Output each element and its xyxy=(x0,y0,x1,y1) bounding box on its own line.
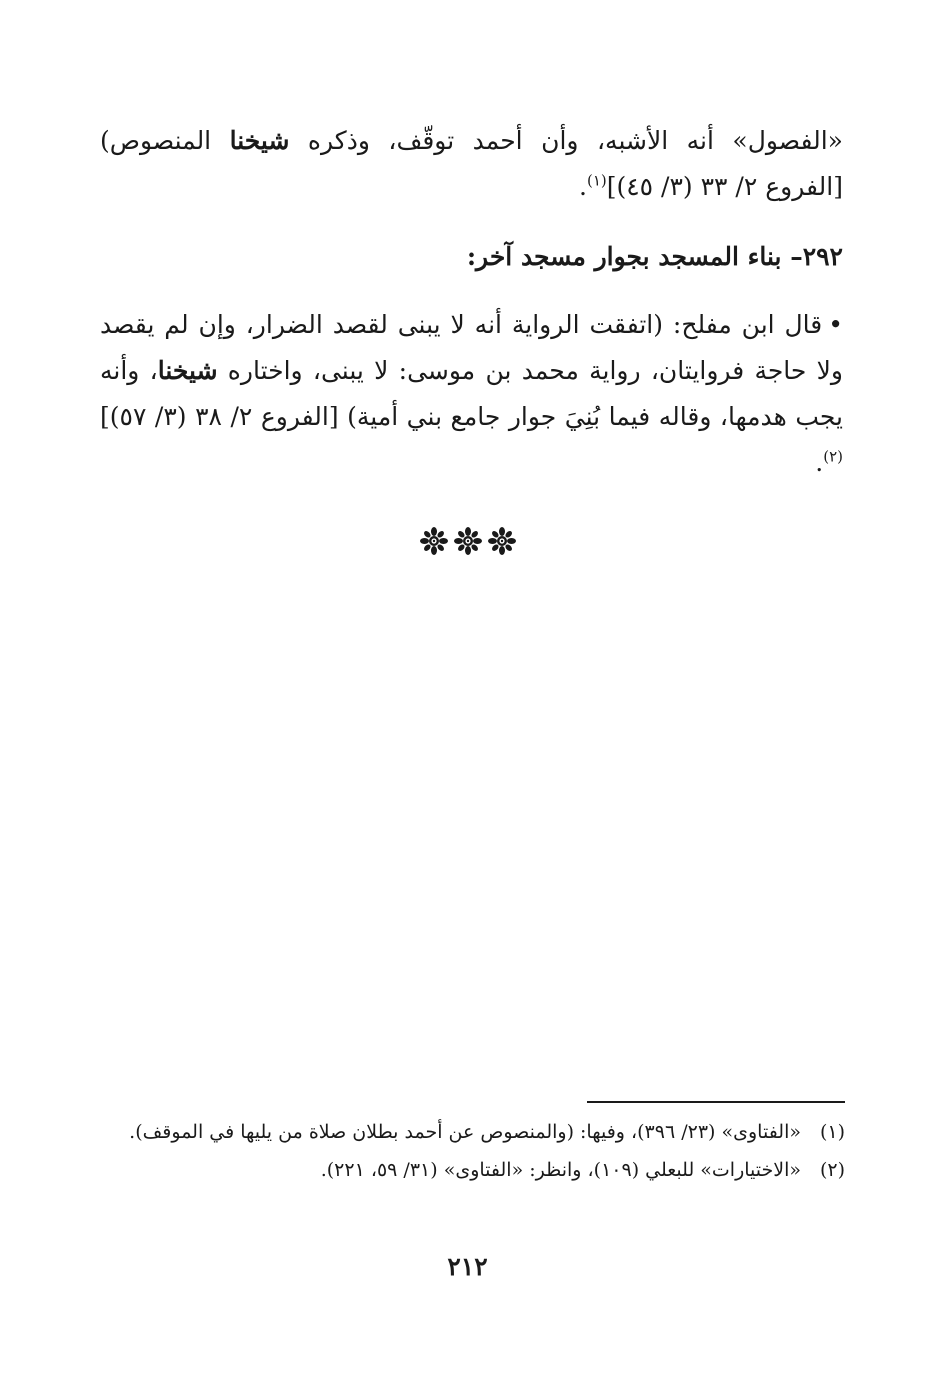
flower-ornament-icon xyxy=(488,527,516,555)
section-heading: ٢٩٢– بناء المسجد بجوار مسجد آخر: xyxy=(466,242,843,271)
footnotes-section xyxy=(100,1116,845,1192)
footnote-ref-2[interactable]: (٢) xyxy=(823,447,843,466)
paragraph-1-text: «الفصول» أنه الأشبه، وأن أحمد توقّف، وذكره xyxy=(289,126,843,155)
paragraph-2-citation: ، وأنه يجب هدمها، وقاله فيما بُنِيَ جوار جامع بني أمية) [الفروع ٢/ ٣٨ (٣/ ٥٧)] xyxy=(100,356,843,431)
main-text-block xyxy=(100,118,843,486)
footnote-text: «الاختيارات» للبعلي (١٠٩)، وانظر: «الفتاوى» (٣١/ ٥٩، ٢٢١). xyxy=(320,1159,801,1181)
footnote-number: (١) xyxy=(819,1121,845,1143)
footnote-separator-rule xyxy=(587,1101,845,1103)
paragraph-2-text: قال ابن مفلح: (اتفقت الرواية أنه لا يبنى لقصد الضرار، وإن لم يقصد ولا حاجة فروايتان، رواية محمد بن موسى: لا يبنى، واختاره xyxy=(100,310,843,385)
footnote-item xyxy=(100,1116,845,1148)
paragraph-2-end: . xyxy=(815,448,824,477)
section-divider-ornaments xyxy=(0,527,935,555)
footnote-ref-1[interactable]: (١) xyxy=(586,171,607,190)
paragraph-1-citation: المنصوص) [الفروع ٢/ ٣٣ (٣/ ٤٥)] xyxy=(100,126,843,201)
paragraph-quote xyxy=(100,302,843,486)
flower-ornament-icon xyxy=(420,527,448,555)
page-number: ٢١٢ xyxy=(447,1252,488,1281)
paragraph-1-end: . xyxy=(579,172,587,201)
paragraph-continuation xyxy=(100,118,843,210)
footnote-text: «الفتاوى» (٢٣/ ٣٩٦)، وفيها: (والمنصوص عن أحمد بطلان صلاة من يليها في الموقف). xyxy=(129,1121,801,1143)
paragraph-2-keyword: شيخنا xyxy=(157,356,218,385)
flower-ornament-icon xyxy=(454,527,482,555)
bullet-icon: • xyxy=(828,310,843,339)
paragraph-1-keyword: شيخنا xyxy=(229,126,290,155)
footnote-number: (٢) xyxy=(819,1159,845,1181)
footnote-item xyxy=(100,1154,845,1186)
